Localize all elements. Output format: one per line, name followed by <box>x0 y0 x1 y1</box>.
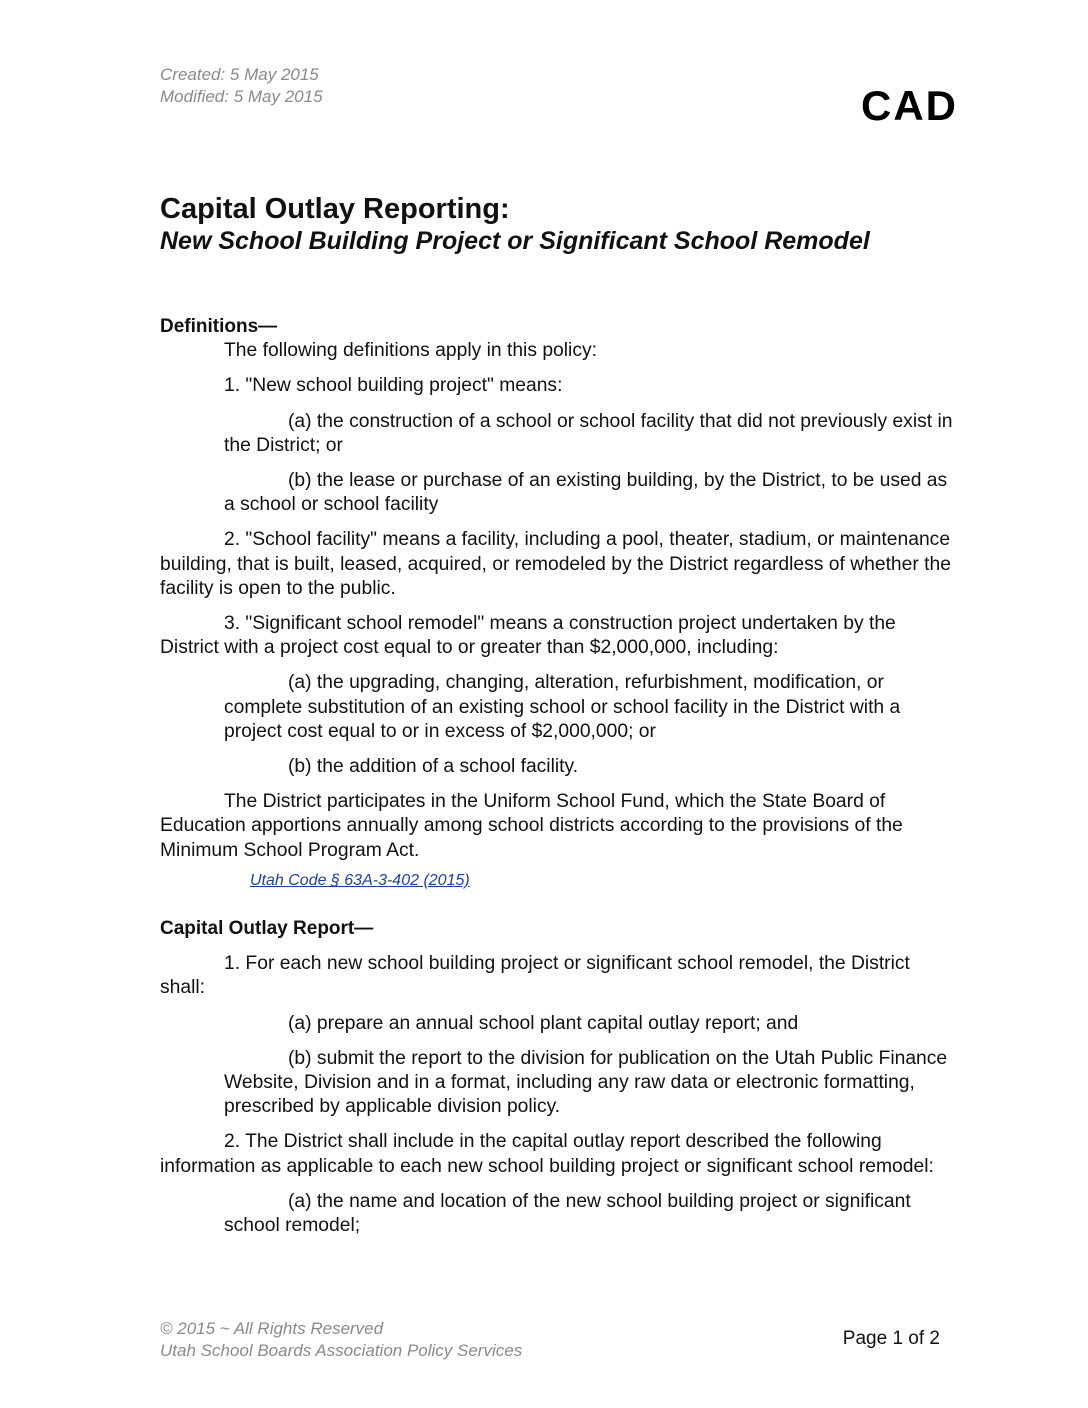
footer-left <box>160 1318 522 1362</box>
title-block <box>160 192 960 257</box>
policy-body <box>160 315 960 1238</box>
definitions-heading: Definitions— <box>160 316 278 337</box>
definitions-intro: The following definitions apply in this policy: <box>224 340 597 362</box>
definition-1a: (a) the construction of a school or school facility that did not previously exist in the District; or <box>224 410 953 456</box>
report-item-1a: (a) prepare an annual school plant capital outlay report; and <box>288 1012 799 1034</box>
citation-link[interactable]: Utah Code § 63A-3-402 (2015) <box>250 871 470 889</box>
footer-org: Utah School Boards Association Policy Services <box>160 1341 523 1360</box>
page-number: Page 1 of 2 <box>842 1328 940 1349</box>
definition-3a: (a) the upgrading, changing, alteration, refurbishment, modification, or complete substitution of an existing school or school facility in the District with a project cost equal to or in excess of $2,000,000; or <box>224 672 901 742</box>
created-date: Created: 5 May 2015 <box>160 65 319 84</box>
report-item-2a: (a) the name and location of the new school building project or significant school remodel; <box>224 1190 911 1237</box>
report-item-2: 2. The District shall include in the capital outlay report described the following information as applicable to each new school building project or significant school remodel: <box>160 1131 934 1177</box>
definitions-note: The District participates in the Uniform School Fund, which the State Board of Education apportions annually among school districts according to the provisions of the Minimum School Program Act. <box>160 791 903 861</box>
definition-3b: (b) the addition of a school facility. <box>288 756 579 778</box>
page-title: Capital Outlay Reporting: <box>160 193 510 225</box>
modified-date: Modified: 5 May 2015 <box>160 87 323 106</box>
report-item-1b: (b) submit the report to the division for publication on the Utah Public Finance Website, Division and in a format, including any raw data or electronic formatting, prescribed by applicable division policy. <box>224 1047 948 1118</box>
policy-code: CAD <box>861 82 958 129</box>
definition-3: 3. "Significant school remodel" means a construction project undertaken by the District with a project cost equal to or greater than $2,000,000, including: <box>160 613 896 659</box>
definition-2: 2. "School facility" means a facility, including a pool, theater, stadium, or maintenance building, that is built, leased, acquired, or remodeled by the District regardless of whether the facility is open to the public. <box>160 529 951 599</box>
document-meta <box>160 64 323 108</box>
definition-1b: (b) the lease or purchase of an existing building, by the District, to be used as a school or school facility <box>224 470 948 516</box>
citation <box>160 869 960 893</box>
definition-1: 1. "New school building project" means: <box>224 375 563 397</box>
report-item-1: 1. For each new school building project or significant school remodel, the District shall: <box>160 953 910 999</box>
page-subtitle: New School Building Project or Significant School Remodel <box>160 227 870 255</box>
footer-copyright: © 2015 ~ All Rights Reserved <box>160 1319 384 1338</box>
report-heading: Capital Outlay Report— <box>160 918 374 940</box>
